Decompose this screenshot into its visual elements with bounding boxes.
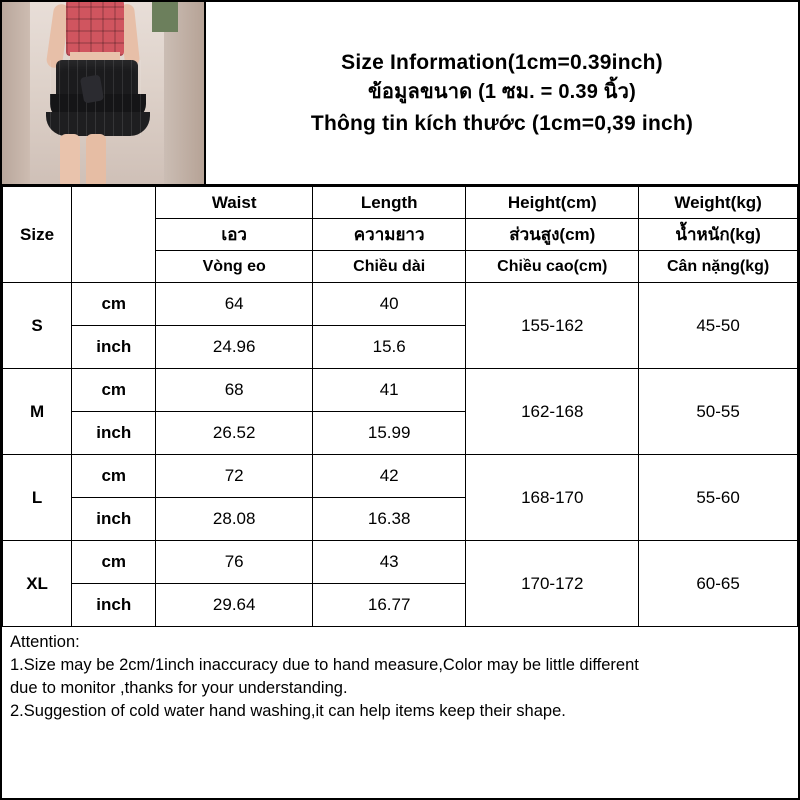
length-inch-s: 15.6 <box>312 326 465 369</box>
attention-line-1: 1.Size may be 2cm/1inch inaccuracy due to hand measure,Color may be little different <box>10 655 639 674</box>
height-range-xl: 170-172 <box>466 541 639 627</box>
waist-inch-xl: 29.64 <box>156 584 313 627</box>
header-weight-th: น้ำหนัก(kg) <box>639 219 798 251</box>
table-row <box>3 455 798 498</box>
header-height-th: ส่วนสูง(cm) <box>466 219 639 251</box>
unit-inch-xl: inch <box>72 584 156 627</box>
length-inch-xl: 16.77 <box>312 584 465 627</box>
table-row <box>3 283 798 326</box>
length-cm-m: 41 <box>312 369 465 412</box>
model-figure <box>48 2 144 118</box>
row-size-m: M <box>3 369 72 455</box>
weight-range-s: 45-50 <box>639 283 798 369</box>
unit-cm-s: cm <box>72 283 156 326</box>
length-inch-m: 15.99 <box>312 412 465 455</box>
length-inch-l: 16.38 <box>312 498 465 541</box>
header-height-en: Height(cm) <box>466 187 639 219</box>
header-weight-en: Weight(kg) <box>639 187 798 219</box>
unit-inch-m: inch <box>72 412 156 455</box>
waist-inch-l: 28.08 <box>156 498 313 541</box>
model-shoulder-bag <box>80 74 104 103</box>
unit-inch-l: inch <box>72 498 156 541</box>
weight-range-xl: 60-65 <box>639 541 798 627</box>
table-header-row-english <box>3 187 798 219</box>
title-block <box>206 2 798 184</box>
unit-inch-s: inch <box>72 326 156 369</box>
attention-line-3: 2.Suggestion of cold water hand washing,it can help items keep their shape. <box>10 701 566 720</box>
attention-line-2: due to monitor ,thanks for your understanding. <box>10 678 348 697</box>
attention-section <box>2 627 798 723</box>
row-size-xl: XL <box>3 541 72 627</box>
table-row <box>3 541 798 584</box>
title-line-english: Size Information(1cm=0.39inch) <box>341 51 663 75</box>
waist-cm-s: 64 <box>156 283 313 326</box>
header-waist-en: Waist <box>156 187 313 219</box>
row-size-l: L <box>3 455 72 541</box>
size-table <box>2 186 798 627</box>
row-size-s: S <box>3 283 72 369</box>
model-legs <box>60 134 114 184</box>
waist-cm-l: 72 <box>156 455 313 498</box>
header-length-vi: Chiều dài <box>312 251 465 283</box>
attention-heading: Attention: <box>10 633 80 651</box>
unit-cm-l: cm <box>72 455 156 498</box>
table-row <box>3 369 798 412</box>
model-leg-right <box>86 134 106 184</box>
header-section <box>2 2 798 186</box>
length-cm-s: 40 <box>312 283 465 326</box>
unit-header-cell <box>72 187 156 283</box>
product-photo <box>2 2 206 184</box>
header-waist-th: เอว <box>156 219 313 251</box>
height-range-m: 162-168 <box>466 369 639 455</box>
length-cm-xl: 43 <box>312 541 465 584</box>
waist-inch-s: 24.96 <box>156 326 313 369</box>
title-line-vietnamese: Thông tin kích thước (1cm=0,39 inch) <box>310 111 694 135</box>
weight-range-l: 55-60 <box>639 455 798 541</box>
header-length-th: ความยาว <box>312 219 465 251</box>
height-range-l: 168-170 <box>466 455 639 541</box>
unit-cm-m: cm <box>72 369 156 412</box>
header-height-vi: Chiều cao(cm) <box>466 251 639 283</box>
waist-inch-m: 26.52 <box>156 412 313 455</box>
photo-green-panel <box>152 2 178 32</box>
waist-cm-xl: 76 <box>156 541 313 584</box>
photo-door-frame <box>2 2 30 184</box>
length-cm-l: 42 <box>312 455 465 498</box>
model-leg-left <box>60 134 80 184</box>
model-plaid-top <box>66 2 124 56</box>
size-header-cell: Size <box>3 187 72 283</box>
unit-cm-xl: cm <box>72 541 156 584</box>
header-length-en: Length <box>312 187 465 219</box>
header-waist-vi: Vòng eo <box>156 251 313 283</box>
title-line-thai: ข้อมูลขนาด (1 ซม. = 0.39 นิ้ว) <box>368 81 636 104</box>
height-range-s: 155-162 <box>466 283 639 369</box>
header-weight-vi: Cân nặng(kg) <box>639 251 798 283</box>
waist-cm-m: 68 <box>156 369 313 412</box>
weight-range-m: 50-55 <box>639 369 798 455</box>
